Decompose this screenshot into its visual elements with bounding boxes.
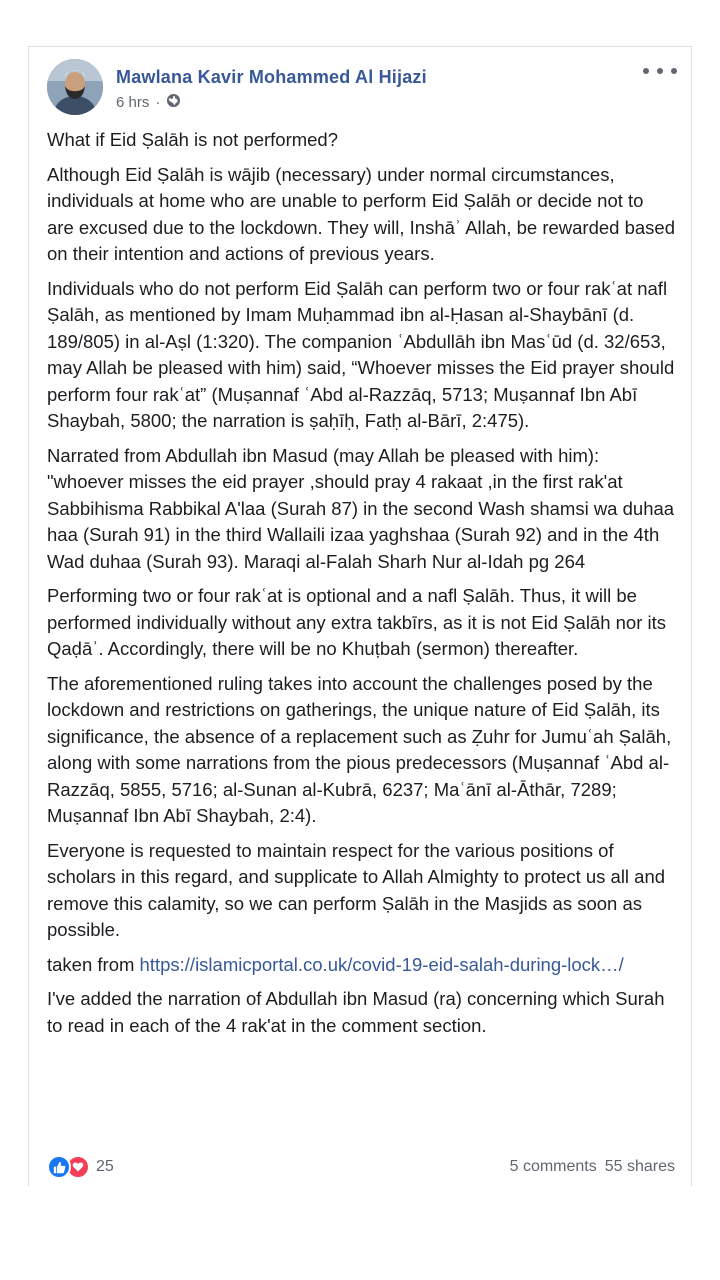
post-meta: [116, 93, 181, 112]
more-options-icon[interactable]: [643, 61, 677, 81]
engagement-counts: [510, 1158, 675, 1176]
post-paragraph: Performing two or four rakʿat is optional and a nafl Ṣalāh. Thus, it will be performed individually without any extra takbīrs, as it is not Eid Ṣalāh nor its Qaḍāʾ. Accordingly, there will be no Khuṭbah (sermon) thereafter.: [47, 585, 667, 659]
source-prefix: taken from: [47, 953, 140, 975]
post-header: [47, 59, 677, 119]
like-icon: [47, 1155, 71, 1179]
globe-icon[interactable]: [166, 93, 181, 112]
more-dot: [671, 68, 677, 74]
post-paragraph: Individuals who do not perform Eid Ṣalāh can perform two or four rakʿat nafl Ṣalāh, as mentioned by Imam Muḥammad ibn al-Ḥasan al-Shaybānī (d. 189/805) in al-Aṣl (1:320). The companion ʿAbdullāh ibn Masʿūd (d. 32/653, may Allah be pleased with him) said, “Whoever misses the Eid prayer should perform four rakʿat” (Muṣannaf ʿAbd al-Razzāq, 5713; Muṣannaf Ibn Abī Shaybah, 5800; the narration is ṣaḥīḥ, Fatḥ al-Bārī, 2:475).: [47, 277, 675, 431]
avatar[interactable]: [47, 59, 103, 115]
source-line: [47, 952, 675, 979]
post-paragraph: Although Eid Ṣalāh is wājib (necessary) under normal circumstances, individuals at home who are unable to perform Eid Ṣalāh or decide not to are excused due to the lockdown. They will, Inshāʾ Allah, be rewarded based on their intention and actions of previous years.: [47, 163, 676, 264]
author-name[interactable]: Mawlana Kavir Mohammed Al Hijazi: [116, 67, 427, 87]
post-paragraph: The aforementioned ruling takes into account the challenges posed by the lockdown and restrictions on gatherings, the unique nature of Eid Ṣalāh, its significance, the absence of a replacement such as Ẓuhr for Jumuʿah Ṣalāh, along with some narrations from the pious predecessors (Muṣannaf ʿAbd al-Razzāq, 5855, 5716; al-Sunan al-Kubrā, 6237; Maʿānī al-Āthār, 7289; Muṣannaf Ibn Abī Shaybah, 2:4).: [47, 672, 672, 826]
post-paragraph: Narrated from Abdullah ibn Masud (may Allah be pleased with him): "whoever misses the eid prayer ,should pray 4 rakaat ,in the first rak'at Sabbihisma Rabbikal A'laa (Surah 87) in the second Wash shamsi wa duhaa haa (Surah 91) in the third Wallaili izaa yaghshaa (Surah 92) and in the 4th Wad duhaa (Surah 93). Maraqi al-Falah Sharh Nur al-Idah pg 264: [47, 444, 675, 572]
post-paragraph-closing: I've added the narration of Abdullah ibn Masud (ra) concerning which Surah to read in each of the 4 rak'at in the comment section.: [47, 988, 665, 1036]
post-card: [28, 46, 692, 1186]
post-paragraph: Everyone is requested to maintain respect for the various positions of scholars in this regard, and supplicate to Allah Almighty to protect us all and remove this calamity, so we can perform Ṣalāh in the Masjids as soon as possible.: [47, 839, 666, 940]
meta-separator: ·: [155, 94, 161, 111]
post-body: [47, 127, 675, 1047]
post-paragraph: What if Eid Ṣalāh is not performed?: [47, 129, 339, 150]
post-timestamp[interactable]: 6 hrs: [116, 94, 150, 111]
more-dot: [643, 68, 649, 74]
shares-count[interactable]: 55 shares: [604, 1158, 675, 1175]
comments-count[interactable]: 5 comments: [509, 1158, 597, 1175]
avatar-image: [47, 59, 103, 115]
reactions-summary[interactable]: [47, 1155, 114, 1179]
reaction-count: 25: [96, 1158, 114, 1175]
more-dot: [657, 68, 663, 74]
source-link[interactable]: https://islamicportal.co.uk/covid-19-eid-salah-during-lock…/: [139, 953, 624, 975]
post-footer: [47, 1155, 675, 1183]
